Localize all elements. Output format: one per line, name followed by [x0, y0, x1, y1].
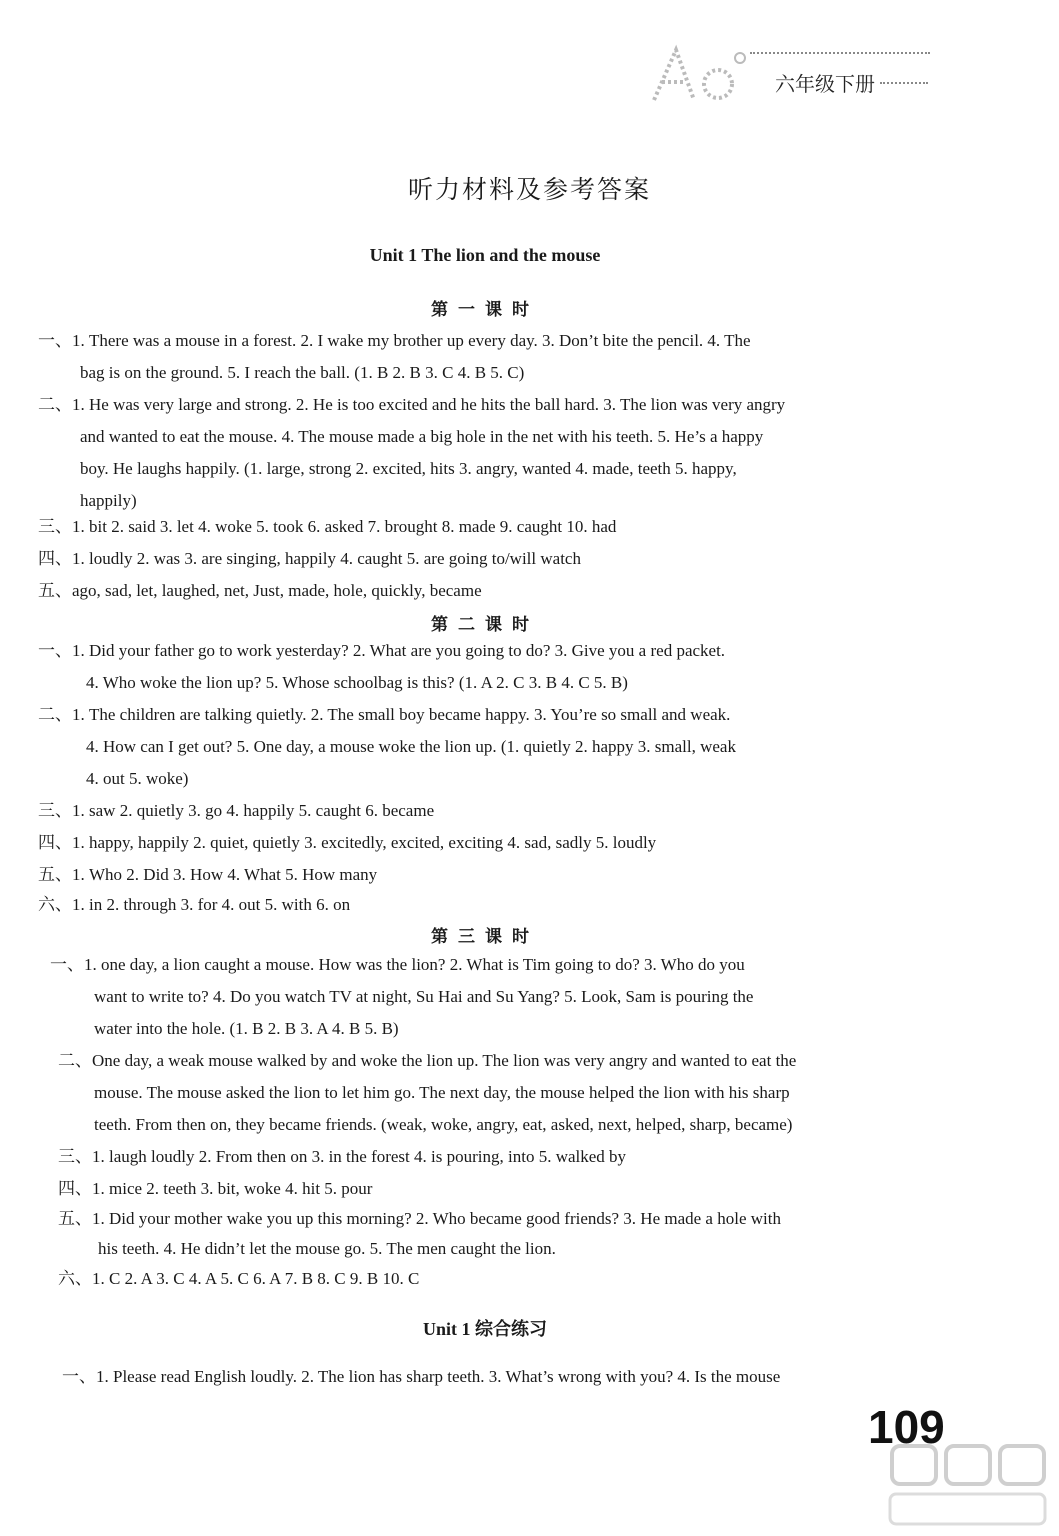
answer-line: 五、ago, sad, let, laughed, net, Just, made, hole, quickly, became: [38, 581, 482, 600]
answer-line: want to write to? 4. Do you watch TV at night, Su Hai and Su Yang? 5. Look, Sam is pouring the: [94, 987, 754, 1006]
answer-line: 二、One day, a weak mouse walked by and woke the lion up. The lion was very angry and wanted to eat the: [58, 1051, 797, 1070]
answer-line: 五、1. Did your mother wake you up this morning? 2. Who became good friends? 3. He made a hole with: [58, 1209, 781, 1228]
page-title: 听力材料及参考答案: [407, 175, 651, 204]
page-header: [640, 40, 940, 110]
answer-line: his teeth. 4. He didn’t let the mouse go. 5. The men caught the lion.: [98, 1239, 556, 1258]
answer-line: 四、1. happy, happily 2. quiet, quietly 3. excitedly, excited, exciting 4. sad, sadly 5. loudly: [38, 833, 657, 852]
lesson2-heading: 第二课时: [431, 615, 539, 635]
unit1-title: Unit 1 The lion and the mouse: [369, 245, 601, 265]
answer-line: 一、1. one day, a lion caught a mouse. How was the lion? 2. What is Tim going to do? 3. Who do you: [50, 955, 745, 974]
answer-line: 二、1. He was very large and strong. 2. He is too excited and he hits the ball hard. 3. The lion was very angry: [38, 395, 786, 414]
answer-line: teeth. From then on, they became friends. (weak, woke, angry, eat, asked, next, helped, sharp, became): [94, 1115, 793, 1134]
answer-line: bag is on the ground. 5. I reach the ball. (1. B 2. B 3. C 4. B 5. C): [80, 363, 525, 382]
answer-line: and wanted to eat the mouse. 4. The mouse made a big hole in the net with his teeth. 5. He’s a happy: [80, 427, 764, 446]
answer-line: 五、1. Who 2. Did 3. How 4. What 5. How many: [38, 865, 378, 884]
answer-line: 三、1. bit 2. said 3. let 4. woke 5. took 6. asked 7. brought 8. made 9. caught 10. had: [38, 517, 617, 536]
grade-label: 六年级下册: [775, 72, 875, 96]
answer-line: mouse. The mouse asked the lion to let him go. The next day, the mouse helped the lion with his sharp: [94, 1083, 790, 1102]
book-logo-icon: [646, 44, 756, 106]
answer-line: boy. He laughs happily. (1. large, strong 2. excited, hits 3. angry, wanted 4. made, teeth 5. happy,: [80, 459, 737, 478]
lesson1-heading: 第一课时: [431, 300, 539, 320]
answer-line: 六、1. C 2. A 3. C 4. A 5. C 6. A 7. B 8. C 9. B 10. C: [58, 1269, 420, 1288]
answer-line: water into the hole. (1. B 2. B 3. A 4. B 5. B): [94, 1019, 399, 1038]
review-heading: Unit 1 综合练习: [422, 1319, 547, 1339]
watermark-logo-icon: [880, 1440, 1055, 1530]
answer-line: 4. out 5. woke): [86, 769, 189, 788]
answer-line: 四、1. loudly 2. was 3. are singing, happily 4. caught 5. are going to/will watch: [38, 549, 581, 568]
page-number: 109: [868, 1401, 945, 1453]
answer-line: 4. How can I get out? 5. One day, a mouse woke the lion up. (1. quietly 2. happy 3. small, weak: [86, 737, 736, 756]
header-top-dotline: [750, 52, 930, 54]
answer-line: 4. Who woke the lion up? 5. Whose schoolbag is this? (1. A 2. C 3. B 4. C 5. B): [86, 673, 628, 692]
answer-line: 三、1. laugh loudly 2. From then on 3. in the forest 4. is pouring, into 5. walked by: [58, 1147, 627, 1166]
answer-line: 六、1. in 2. through 3. for 4. out 5. with 6. on: [38, 895, 351, 914]
answer-line: 四、1. mice 2. teeth 3. bit, woke 4. hit 5. pour: [58, 1179, 373, 1198]
answer-line: 三、1. saw 2. quietly 3. go 4. happily 5. caught 6. became: [38, 801, 435, 820]
lesson3-heading: 第三课时: [431, 927, 539, 947]
answer-line: happily): [80, 491, 137, 510]
answer-line: 一、1. Please read English loudly. 2. The lion has sharp teeth. 3. What’s wrong with you? 4. Is the mouse: [62, 1367, 781, 1386]
answer-line: 二、1. The children are talking quietly. 2. The small boy became happy. 3. You’re so small and weak.: [38, 705, 731, 724]
answer-line: 一、1. There was a mouse in a forest. 2. I wake my brother up every day. 3. Don’t bite the pencil. 4. The: [38, 331, 751, 350]
header-side-dotline: [880, 82, 928, 84]
answer-line: 一、1. Did your father go to work yesterday? 2. What are you going to do? 3. Give you a red packet.: [38, 641, 726, 660]
